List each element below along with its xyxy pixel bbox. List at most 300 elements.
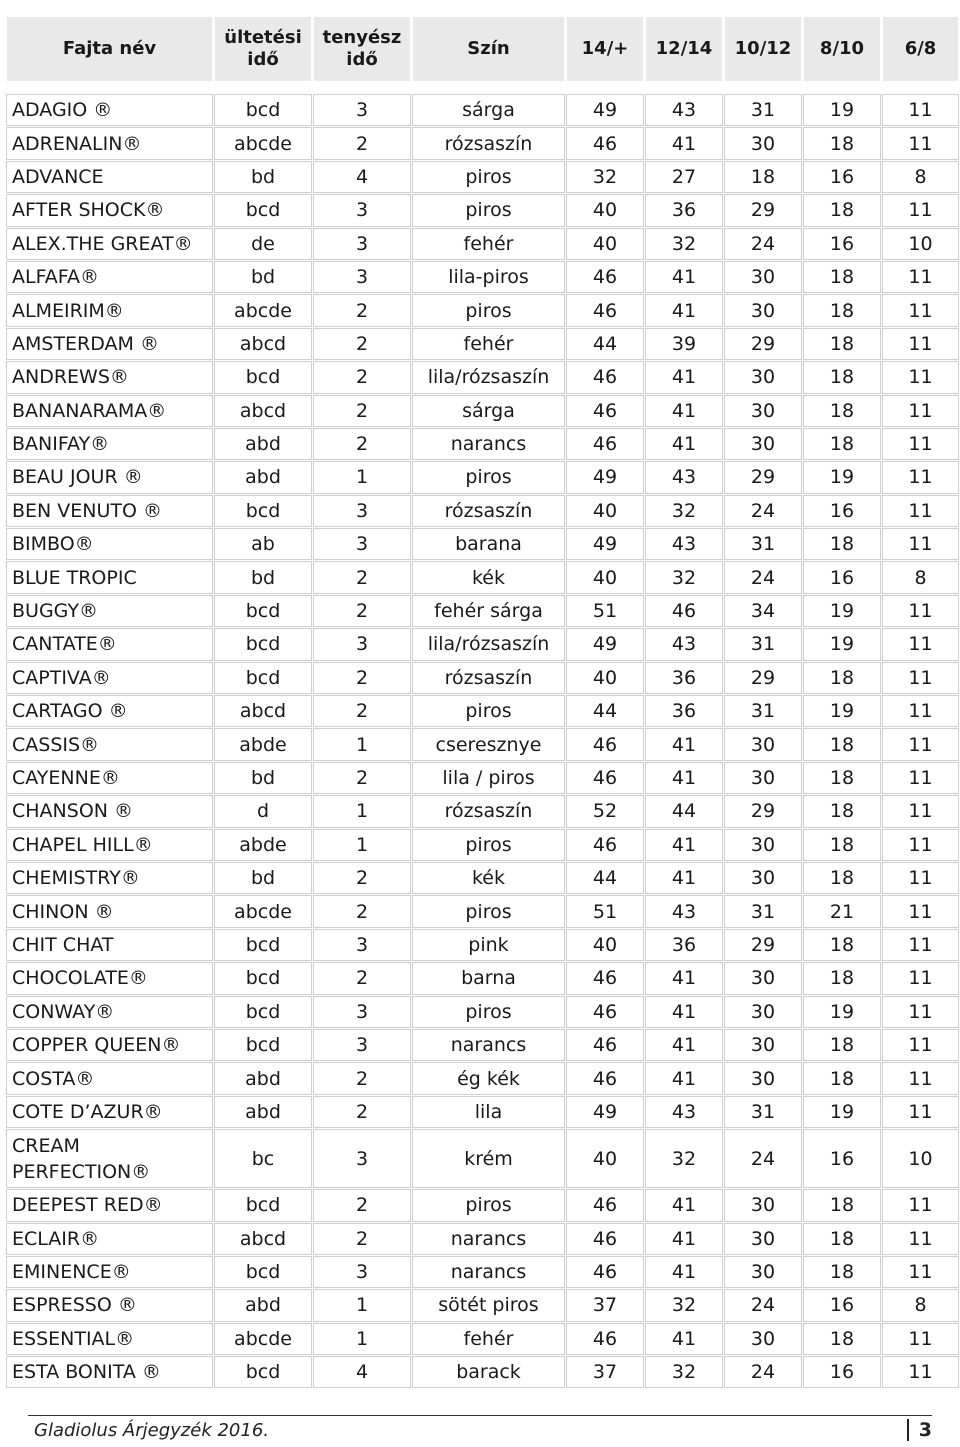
table-cell: 30 xyxy=(725,1257,801,1287)
table-cell: rózsaszín xyxy=(413,663,564,693)
table-row xyxy=(7,396,958,426)
variety-name-cell: BEAU JOUR ® xyxy=(7,462,212,492)
table-cell: 18 xyxy=(804,863,880,893)
table-cell: 2 xyxy=(314,362,410,392)
table-cell: 30 xyxy=(725,362,801,392)
table-cell: abd xyxy=(215,1290,311,1320)
table-cell: 11 xyxy=(883,796,958,826)
variety-name-cell: CONWAY® xyxy=(7,997,212,1027)
table-cell: abcde xyxy=(215,295,311,325)
table-cell: 29 xyxy=(725,796,801,826)
table-cell: 41 xyxy=(646,729,722,759)
variety-name-cell: CANTATE® xyxy=(7,629,212,659)
variety-name-cell: ECLAIR® xyxy=(7,1224,212,1254)
table-cell: 31 xyxy=(725,95,801,125)
table-cell: 18 xyxy=(804,1324,880,1354)
variety-name-cell: ESPRESSO ® xyxy=(7,1290,212,1320)
table-cell: 11 xyxy=(883,963,958,993)
table-cell: 41 xyxy=(646,1030,722,1060)
variety-name-cell: AMSTERDAM ® xyxy=(7,329,212,359)
table-cell: narancs xyxy=(413,1030,564,1060)
table-cell: 1 xyxy=(314,1290,410,1320)
table-cell: 46 xyxy=(567,997,643,1027)
table-cell: bd xyxy=(215,262,311,292)
table-cell: 36 xyxy=(646,930,722,960)
table-cell: 18 xyxy=(804,930,880,960)
table-cell: abd xyxy=(215,1097,311,1127)
table-cell: bcd xyxy=(215,1257,311,1287)
table-cell: 43 xyxy=(646,629,722,659)
variety-name-cell: CHAPEL HILL® xyxy=(7,830,212,860)
table-cell: bcd xyxy=(215,930,311,960)
table-row xyxy=(7,596,958,626)
table-cell: 16 xyxy=(804,496,880,526)
table-cell: 2 xyxy=(314,663,410,693)
table-cell: 44 xyxy=(646,796,722,826)
table-cell: 30 xyxy=(725,429,801,459)
table-cell: 41 xyxy=(646,863,722,893)
variety-name-cell: ALMEIRIM® xyxy=(7,295,212,325)
table-row xyxy=(7,496,958,526)
table-cell: 41 xyxy=(646,429,722,459)
table-cell: 44 xyxy=(567,863,643,893)
table-cell: 3 xyxy=(314,997,410,1027)
table-cell: pink xyxy=(413,930,564,960)
table-cell: piros xyxy=(413,997,564,1027)
table-cell: 3 xyxy=(314,1130,410,1187)
table-cell: de xyxy=(215,229,311,259)
table-cell: 19 xyxy=(804,1097,880,1127)
variety-name-cell: CHIT CHAT xyxy=(7,930,212,960)
table-cell: 46 xyxy=(567,1030,643,1060)
table-cell: 41 xyxy=(646,128,722,158)
table-cell: barna xyxy=(413,963,564,993)
table-cell: 18 xyxy=(804,362,880,392)
table-row xyxy=(7,195,958,225)
table-cell: 40 xyxy=(567,930,643,960)
table-cell: 37 xyxy=(567,1357,643,1387)
table-cell: 2 xyxy=(314,1063,410,1093)
table-cell: bcd xyxy=(215,1030,311,1060)
table-cell: 1 xyxy=(314,729,410,759)
table-row xyxy=(7,1324,958,1354)
table-cell: 40 xyxy=(567,229,643,259)
table-row xyxy=(7,696,958,726)
variety-name-cell: ALEX.THE GREAT® xyxy=(7,229,212,259)
table-cell: 8 xyxy=(883,562,958,592)
table-cell: 41 xyxy=(646,1324,722,1354)
variety-name-cell: COPPER QUEEN® xyxy=(7,1030,212,1060)
table-cell: 41 xyxy=(646,1063,722,1093)
table-cell: 43 xyxy=(646,1097,722,1127)
table-cell: 49 xyxy=(567,529,643,559)
table-cell: 46 xyxy=(567,1063,643,1093)
table-row xyxy=(7,1290,958,1320)
table-row xyxy=(7,930,958,960)
table-cell: 36 xyxy=(646,663,722,693)
table-row xyxy=(7,1063,958,1093)
table-row xyxy=(7,763,958,793)
table-cell: 36 xyxy=(646,195,722,225)
table-cell: 30 xyxy=(725,396,801,426)
table-cell: 11 xyxy=(883,1030,958,1060)
variety-name-cell: EMINENCE® xyxy=(7,1257,212,1287)
table-cell: 46 xyxy=(567,963,643,993)
table-cell: 11 xyxy=(883,1257,958,1287)
table-cell: 18 xyxy=(804,329,880,359)
table-cell: bcd xyxy=(215,963,311,993)
table-cell: 41 xyxy=(646,830,722,860)
table-cell: 29 xyxy=(725,462,801,492)
table-cell: 3 xyxy=(314,262,410,292)
table-cell: 2 xyxy=(314,128,410,158)
table-cell: 2 xyxy=(314,596,410,626)
table-cell: bd xyxy=(215,162,311,192)
table-cell: lila / piros xyxy=(413,763,564,793)
table-cell: abcde xyxy=(215,1324,311,1354)
column-header: Fajta név xyxy=(7,17,212,81)
table-cell: 41 xyxy=(646,963,722,993)
footer-title: Gladiolus Árjegyzék 2016. xyxy=(34,1420,269,1441)
table-cell: 18 xyxy=(804,663,880,693)
table-cell: lila-piros xyxy=(413,262,564,292)
table-cell: 18 xyxy=(804,1190,880,1220)
table-cell: 30 xyxy=(725,729,801,759)
table-cell: piros xyxy=(413,1190,564,1220)
variety-name-cell: COSTA® xyxy=(7,1063,212,1093)
table-cell: lila/rózsaszín xyxy=(413,362,564,392)
table-cell: bcd xyxy=(215,362,311,392)
table-cell: 40 xyxy=(567,1130,643,1187)
table-cell: 8 xyxy=(883,162,958,192)
table-cell: 11 xyxy=(883,629,958,659)
table-cell: barack xyxy=(413,1357,564,1387)
table-cell: 51 xyxy=(567,896,643,926)
table-cell: 3 xyxy=(314,930,410,960)
table-cell: abd xyxy=(215,1063,311,1093)
table-cell: 24 xyxy=(725,1130,801,1187)
table-row xyxy=(7,863,958,893)
variety-name-cell: CREAM PERFECTION® xyxy=(7,1130,212,1187)
table-cell: 32 xyxy=(646,1357,722,1387)
table-cell: 18 xyxy=(804,796,880,826)
table-cell: bcd xyxy=(215,195,311,225)
table-cell: 3 xyxy=(314,496,410,526)
table-cell: 18 xyxy=(725,162,801,192)
table-cell: 11 xyxy=(883,1190,958,1220)
table-cell: 21 xyxy=(804,896,880,926)
table-cell: 18 xyxy=(804,396,880,426)
table-cell: 49 xyxy=(567,629,643,659)
table-row xyxy=(7,963,958,993)
table-cell: 11 xyxy=(883,863,958,893)
table-cell: abcd xyxy=(215,329,311,359)
variety-name-cell: BEN VENUTO ® xyxy=(7,496,212,526)
table-cell: 46 xyxy=(567,362,643,392)
table-cell: 11 xyxy=(883,295,958,325)
table-cell: 2 xyxy=(314,396,410,426)
table-row xyxy=(7,229,958,259)
table-cell: ab xyxy=(215,529,311,559)
column-header: 14/+ xyxy=(567,17,643,81)
variety-name-cell: CHINON ® xyxy=(7,896,212,926)
table-row xyxy=(7,1097,958,1127)
table-cell: piros xyxy=(413,195,564,225)
table-cell: 3 xyxy=(314,229,410,259)
table-cell: sárga xyxy=(413,396,564,426)
table-cell: bcd xyxy=(215,596,311,626)
table-cell: narancs xyxy=(413,1224,564,1254)
table-cell: abde xyxy=(215,830,311,860)
table-cell: 46 xyxy=(567,1190,643,1220)
table-cell: 41 xyxy=(646,262,722,292)
table-row xyxy=(7,1357,958,1387)
variety-name-cell: BANIFAY® xyxy=(7,429,212,459)
table-cell: 11 xyxy=(883,95,958,125)
table-cell: 11 xyxy=(883,396,958,426)
table-cell: 16 xyxy=(804,1357,880,1387)
table-cell: 43 xyxy=(646,529,722,559)
table-cell: 24 xyxy=(725,1357,801,1387)
table-row xyxy=(7,1224,958,1254)
table-cell: abcd xyxy=(215,696,311,726)
table-cell: 49 xyxy=(567,462,643,492)
table-cell: piros xyxy=(413,830,564,860)
table-cell: 1 xyxy=(314,462,410,492)
variety-name-cell: ADAGIO ® xyxy=(7,95,212,125)
table-cell: 8 xyxy=(883,1290,958,1320)
table-cell: 18 xyxy=(804,1257,880,1287)
table-cell: ég kék xyxy=(413,1063,564,1093)
table-cell: barana xyxy=(413,529,564,559)
table-cell: piros xyxy=(413,896,564,926)
table-cell: 19 xyxy=(804,997,880,1027)
table-cell: 2 xyxy=(314,963,410,993)
table-cell: 24 xyxy=(725,562,801,592)
table-cell: narancs xyxy=(413,429,564,459)
table-cell: fehér sárga xyxy=(413,596,564,626)
table-cell: 11 xyxy=(883,930,958,960)
table-cell: 31 xyxy=(725,1097,801,1127)
table-cell: bcd xyxy=(215,663,311,693)
table-cell: 31 xyxy=(725,629,801,659)
variety-name-cell: ADRENALIN® xyxy=(7,128,212,158)
table-cell: 11 xyxy=(883,1357,958,1387)
table-cell: bc xyxy=(215,1130,311,1187)
table-cell: 43 xyxy=(646,896,722,926)
table-cell: 44 xyxy=(567,696,643,726)
table-cell: 2 xyxy=(314,295,410,325)
table-row xyxy=(7,896,958,926)
variety-name-cell: CAYENNE® xyxy=(7,763,212,793)
table-cell: 43 xyxy=(646,95,722,125)
table-cell: 18 xyxy=(804,963,880,993)
table-cell: 40 xyxy=(567,195,643,225)
column-header: 10/12 xyxy=(725,17,801,81)
table-cell: 51 xyxy=(567,596,643,626)
table-cell: 16 xyxy=(804,1130,880,1187)
table-cell: 3 xyxy=(314,1257,410,1287)
table-cell: 11 xyxy=(883,128,958,158)
table-cell: 11 xyxy=(883,195,958,225)
table-cell: 43 xyxy=(646,462,722,492)
table-cell: 41 xyxy=(646,997,722,1027)
variety-name-cell: DEEPEST RED® xyxy=(7,1190,212,1220)
column-header: 6/8 xyxy=(883,17,958,81)
table-cell: bcd xyxy=(215,997,311,1027)
table-cell: 3 xyxy=(314,95,410,125)
table-cell: 29 xyxy=(725,930,801,960)
table-cell: 16 xyxy=(804,562,880,592)
table-cell: abde xyxy=(215,729,311,759)
table-cell: kék xyxy=(413,863,564,893)
table-cell: 11 xyxy=(883,696,958,726)
table-cell: 34 xyxy=(725,596,801,626)
table-cell: fehér xyxy=(413,229,564,259)
table-cell: 41 xyxy=(646,396,722,426)
table-cell: 27 xyxy=(646,162,722,192)
table-cell: 19 xyxy=(804,462,880,492)
variety-name-cell: ESTA BONITA ® xyxy=(7,1357,212,1387)
table-cell: 46 xyxy=(567,295,643,325)
table-cell: 11 xyxy=(883,329,958,359)
variety-name-cell: BLUE TROPIC xyxy=(7,562,212,592)
table-cell: lila/rózsaszín xyxy=(413,629,564,659)
table-cell: 2 xyxy=(314,429,410,459)
table-cell: 31 xyxy=(725,529,801,559)
table-cell: 2 xyxy=(314,1097,410,1127)
column-header: tenyész idő xyxy=(314,17,410,81)
table-cell: 32 xyxy=(646,1290,722,1320)
table-cell: 44 xyxy=(567,329,643,359)
table-cell: 3 xyxy=(314,629,410,659)
table-cell: 46 xyxy=(567,729,643,759)
table-cell: rózsaszín xyxy=(413,128,564,158)
table-row xyxy=(7,1257,958,1287)
table-cell: 18 xyxy=(804,1030,880,1060)
table-cell: 16 xyxy=(804,162,880,192)
table-cell: 30 xyxy=(725,128,801,158)
column-header: Szín xyxy=(413,17,564,81)
table-cell: d xyxy=(215,796,311,826)
table-cell: 19 xyxy=(804,696,880,726)
table-cell: abcde xyxy=(215,128,311,158)
header-row xyxy=(7,17,958,81)
table-cell: 16 xyxy=(804,229,880,259)
table-cell: 32 xyxy=(646,229,722,259)
table-cell: 41 xyxy=(646,763,722,793)
table-cell: 41 xyxy=(646,362,722,392)
table-cell: abcd xyxy=(215,1224,311,1254)
variety-name-cell: ANDREWS® xyxy=(7,362,212,392)
table-cell: 41 xyxy=(646,295,722,325)
variety-name-cell: ADVANCE xyxy=(7,162,212,192)
table-cell: bd xyxy=(215,562,311,592)
table-cell: 11 xyxy=(883,596,958,626)
table-cell: 10 xyxy=(883,229,958,259)
table-cell: 29 xyxy=(725,329,801,359)
table-cell: 18 xyxy=(804,763,880,793)
table-cell: sötét piros xyxy=(413,1290,564,1320)
table-cell: piros xyxy=(413,696,564,726)
table-cell: fehér xyxy=(413,329,564,359)
table-cell: 18 xyxy=(804,262,880,292)
price-table xyxy=(4,14,960,1390)
table-cell: 11 xyxy=(883,362,958,392)
table-cell: 11 xyxy=(883,529,958,559)
table-cell: piros xyxy=(413,295,564,325)
table-cell: 11 xyxy=(883,1324,958,1354)
table-cell: 39 xyxy=(646,329,722,359)
table-cell: 29 xyxy=(725,195,801,225)
table-row xyxy=(7,796,958,826)
table-cell: 49 xyxy=(567,95,643,125)
variety-name-cell: CASSIS® xyxy=(7,729,212,759)
table-cell: 24 xyxy=(725,496,801,526)
table-row xyxy=(7,329,958,359)
table-cell: 40 xyxy=(567,496,643,526)
variety-name-cell: BIMBO® xyxy=(7,529,212,559)
table-cell: narancs xyxy=(413,1257,564,1287)
page-number: 3 xyxy=(907,1419,932,1441)
table-cell: 19 xyxy=(804,629,880,659)
table-cell: piros xyxy=(413,162,564,192)
table-cell: 16 xyxy=(804,1290,880,1320)
table-cell: 2 xyxy=(314,329,410,359)
table-cell: 30 xyxy=(725,963,801,993)
table-cell: 1 xyxy=(314,1324,410,1354)
variety-name-cell: CARTAGO ® xyxy=(7,696,212,726)
header-spacer xyxy=(7,84,958,92)
table-cell: 11 xyxy=(883,1097,958,1127)
table-cell: 30 xyxy=(725,1224,801,1254)
table-cell: bd xyxy=(215,763,311,793)
table-cell: 18 xyxy=(804,195,880,225)
variety-name-cell: ALFAFA® xyxy=(7,262,212,292)
table-cell: bcd xyxy=(215,95,311,125)
table-cell: 52 xyxy=(567,796,643,826)
table-cell: 32 xyxy=(567,162,643,192)
table-cell: kék xyxy=(413,562,564,592)
table-row xyxy=(7,295,958,325)
table-cell: 2 xyxy=(314,1190,410,1220)
table-cell: 30 xyxy=(725,1190,801,1220)
table-cell: 40 xyxy=(567,562,643,592)
table-cell: 3 xyxy=(314,195,410,225)
table-cell: 1 xyxy=(314,796,410,826)
table-cell: 46 xyxy=(567,262,643,292)
table-cell: 4 xyxy=(314,162,410,192)
table-row xyxy=(7,262,958,292)
variety-name-cell: BANANARAMA® xyxy=(7,396,212,426)
table-cell: 32 xyxy=(646,496,722,526)
table-cell: 30 xyxy=(725,997,801,1027)
table-row xyxy=(7,1130,958,1187)
table-cell: 11 xyxy=(883,496,958,526)
table-row xyxy=(7,830,958,860)
table-cell: 11 xyxy=(883,896,958,926)
table-cell: 2 xyxy=(314,763,410,793)
table-cell: 11 xyxy=(883,1224,958,1254)
table-cell: 32 xyxy=(646,1130,722,1187)
table-row xyxy=(7,1190,958,1220)
table-cell: 24 xyxy=(725,1290,801,1320)
table-cell: 46 xyxy=(567,1257,643,1287)
table-cell: 46 xyxy=(567,429,643,459)
table-cell: 30 xyxy=(725,863,801,893)
table-cell: 11 xyxy=(883,729,958,759)
table-cell: bcd xyxy=(215,1190,311,1220)
